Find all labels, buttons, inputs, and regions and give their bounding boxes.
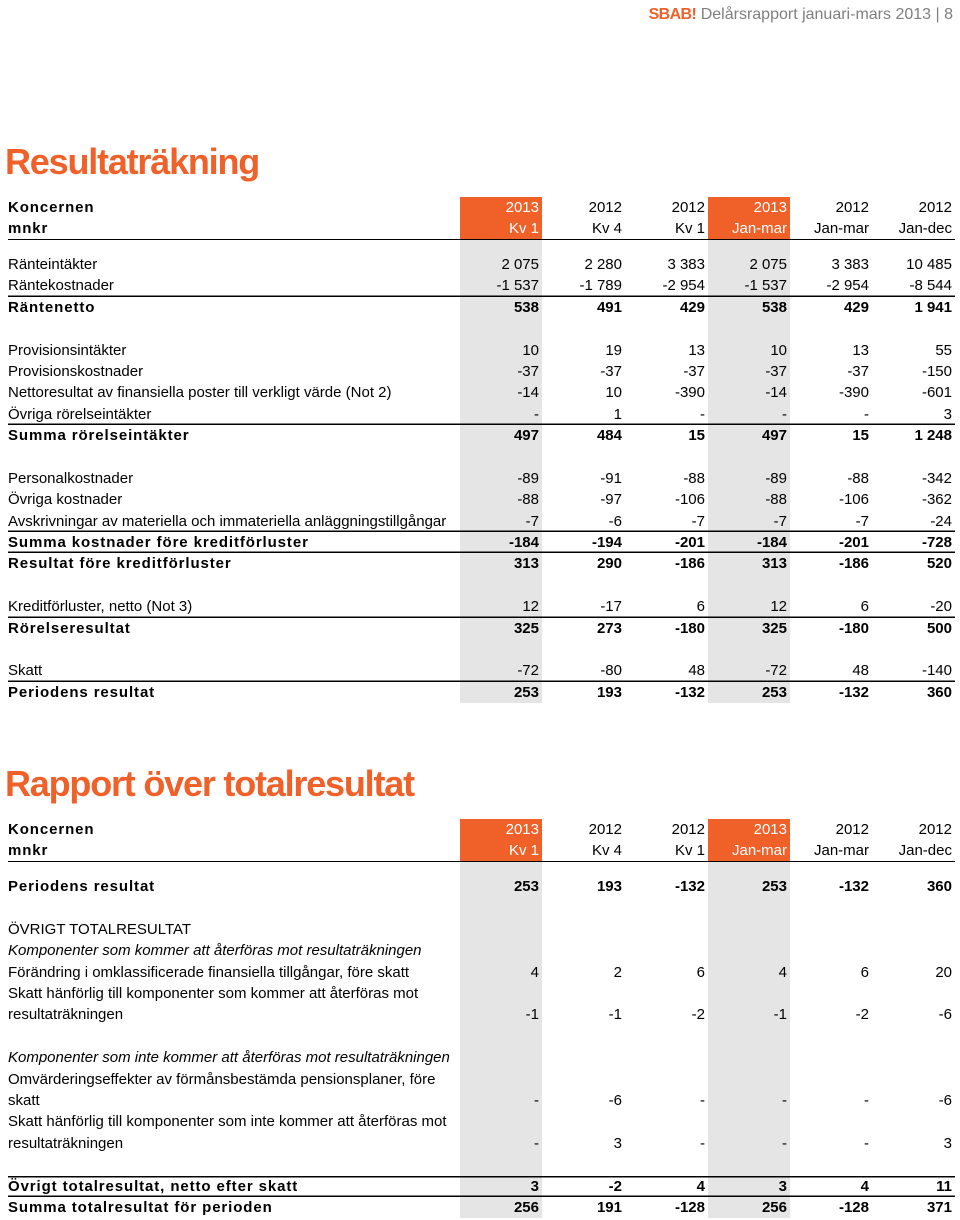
table-row [8, 511, 955, 532]
value-cell: 1 941 [914, 298, 952, 316]
table-body [8, 240, 955, 703]
value-cell: -80 [600, 662, 622, 680]
value-cell: -97 [600, 491, 622, 509]
row-label: Periodens resultat [8, 878, 156, 895]
table-row [8, 340, 955, 361]
value-cell: -7 [855, 512, 869, 530]
value-cell: -194 [591, 534, 622, 552]
value-cell: 4 [696, 1177, 705, 1195]
header-separator: | [935, 6, 940, 23]
column-year: 2012 [918, 821, 952, 838]
value-cell: -88 [847, 469, 869, 487]
table-row [8, 940, 955, 961]
row-label: Räntenetto [8, 298, 96, 316]
value-cell: 253 [513, 878, 539, 895]
row-label: Summa totalresultat för perioden [8, 1198, 273, 1216]
value-cell: -128 [674, 1198, 705, 1216]
row-label [8, 1069, 460, 1112]
value-cell: 538 [513, 298, 539, 316]
value-cell: -37 [683, 362, 705, 380]
column-period: Jan-mar [708, 218, 790, 239]
value-cell: 193 [596, 878, 622, 895]
value-cell: 500 [926, 619, 952, 637]
value-cell: 48 [852, 662, 869, 680]
value-cell: 2 [613, 963, 622, 981]
value-cell: -1 537 [496, 277, 539, 295]
value-cell: -17 [600, 598, 622, 616]
column-year: 2013 [460, 197, 542, 218]
value-cell: -390 [838, 384, 869, 402]
value-cell: -201 [674, 534, 705, 552]
value-cell: - [782, 1134, 787, 1152]
value-cell: 429 [679, 298, 705, 316]
table-row [8, 404, 955, 425]
highlight-band [460, 862, 542, 1218]
value-cell: - [864, 1134, 869, 1152]
value-cell: -180 [674, 619, 705, 637]
value-cell: -1 537 [744, 277, 787, 295]
value-cell: 48 [688, 662, 705, 680]
row-label: Periodens resultat [8, 683, 156, 701]
row-label: Avskrivningar av materiella och immateriella anläggningstillgångar [8, 512, 447, 530]
table-row [8, 660, 955, 681]
value-cell: 3 383 [667, 256, 705, 273]
row-label: Förändring i omklassificerade finansiella tillgångar, före skatt [8, 963, 410, 981]
table-row [8, 532, 955, 553]
value-cell: - [782, 1091, 787, 1109]
value-cell: -37 [517, 362, 539, 380]
column-year: 2013 [708, 819, 790, 840]
value-cell: -7 [773, 512, 787, 530]
value-cell: 253 [513, 683, 539, 701]
value-cell: 2 075 [749, 256, 787, 273]
value-cell: 325 [513, 619, 539, 637]
value-cell: 3 [943, 405, 952, 423]
value-cell: 11 [936, 1177, 952, 1195]
row-label: Ränteintäkter [8, 256, 98, 273]
value-cell: -1 [608, 1006, 622, 1024]
value-cell: 6 [696, 963, 705, 981]
row-label: Resultat före kreditförluster [8, 555, 232, 573]
value-cell: -6 [938, 1091, 952, 1109]
value-cell: 13 [852, 341, 869, 359]
table-row [8, 962, 955, 983]
column-period: Kv 4 [591, 842, 622, 859]
column-period: Kv 1 [674, 220, 705, 237]
value-cell: 3 [613, 1134, 622, 1152]
table-row [8, 1176, 955, 1197]
row-label: Övriga rörelseintäkter [8, 405, 152, 423]
row-label [8, 1111, 460, 1154]
value-cell: -132 [838, 878, 869, 895]
value-cell: - [700, 1091, 705, 1109]
column-period: Kv 1 [674, 842, 705, 859]
value-cell: -89 [517, 469, 539, 487]
value-cell: 325 [761, 619, 787, 637]
value-cell: 360 [926, 878, 952, 895]
row-label: Kreditförluster, netto (Not 3) [8, 598, 193, 616]
value-cell: -106 [838, 491, 869, 509]
report-title: Delårsrapport januari-mars 2013 [700, 6, 932, 23]
value-cell: -2 954 [662, 277, 705, 295]
value-cell: -601 [921, 384, 952, 402]
column-year: 2013 [460, 819, 542, 840]
value-cell: -728 [921, 534, 952, 552]
column-year: 2012 [671, 199, 705, 216]
value-cell: -72 [517, 662, 539, 680]
value-cell: -88 [517, 491, 539, 509]
value-cell: 497 [761, 427, 787, 445]
header-row [8, 197, 955, 218]
income-statement-title: Resultaträkning [5, 141, 260, 182]
row-label-line: Skatt hänförlig till komponenter som kommer att återföras mot [8, 984, 419, 1002]
header-row [8, 819, 955, 840]
value-cell: -180 [838, 619, 869, 637]
row-label: Nettoresultat av finansiella poster till verkligt värde (Not 2) [8, 384, 392, 402]
value-cell: 256 [761, 1198, 787, 1216]
value-cell: -91 [600, 469, 622, 487]
row-label: Rörelseresultat [8, 619, 131, 637]
value-cell: 1 248 [914, 427, 952, 445]
table-row [8, 596, 955, 617]
entity-label: Koncernen [8, 821, 95, 838]
table-row [8, 618, 955, 639]
value-cell: 12 [770, 598, 787, 616]
row-label: ÖVRIGT TOTALRESULTAT [8, 920, 192, 938]
value-cell: -150 [921, 362, 952, 380]
unit-label: mnkr [8, 842, 49, 859]
value-cell: 12 [522, 598, 539, 616]
value-cell: 1 [613, 405, 622, 423]
column-year: 2012 [918, 199, 952, 216]
column-year: 2012 [588, 199, 622, 216]
value-cell: 193 [596, 683, 622, 701]
row-label-line: Skatt hänförlig till komponenter som inte kommer att återföras mot [8, 1113, 447, 1131]
value-cell: -88 [683, 469, 705, 487]
value-cell: -184 [756, 534, 787, 552]
column-period: Jan-mar [708, 840, 790, 861]
value-cell: 10 [605, 384, 622, 402]
table-row [8, 361, 955, 382]
table-row [8, 1197, 955, 1218]
value-cell: 3 [778, 1177, 787, 1195]
table-row [8, 553, 955, 574]
value-cell: 4 [530, 963, 539, 981]
header-row [8, 840, 955, 861]
row-label: Summa kostnader före kreditförluster [8, 534, 309, 552]
table-row [8, 425, 955, 446]
row-label-line: resultaträkningen [8, 1006, 124, 1024]
row-label-line: skatt [8, 1091, 40, 1109]
value-cell: - [534, 1091, 539, 1109]
value-cell: -132 [838, 683, 869, 701]
value-cell: - [782, 405, 787, 423]
row-label [8, 983, 460, 1026]
value-cell: 360 [926, 683, 952, 701]
table-row [8, 1069, 955, 1112]
value-cell: -2 954 [826, 277, 869, 295]
value-cell: -88 [765, 491, 787, 509]
value-cell: 13 [688, 341, 705, 359]
value-cell: 4 [778, 963, 787, 981]
value-cell: 15 [852, 427, 869, 445]
value-cell: 6 [860, 963, 869, 981]
value-cell: -362 [921, 491, 952, 509]
row-label-line: Omvärderingseffekter av förmånsbestämda pensionsplaner, före [8, 1070, 436, 1088]
column-year: 2012 [671, 821, 705, 838]
value-cell: - [700, 1134, 705, 1152]
value-cell: 538 [761, 298, 787, 316]
value-cell: 6 [696, 598, 705, 616]
highlight-band [708, 862, 790, 1218]
header-row [8, 218, 955, 239]
table-row [8, 254, 955, 275]
value-cell: -186 [674, 555, 705, 573]
brand-logo-text: SBAB! [648, 6, 697, 23]
value-cell: 256 [513, 1198, 539, 1216]
value-cell: -186 [838, 555, 869, 573]
value-cell: -8 544 [909, 277, 952, 295]
value-cell: 371 [926, 1198, 952, 1216]
row-label: Övrigt totalresultat, netto efter skatt [8, 1177, 299, 1195]
value-cell: -128 [838, 1198, 869, 1216]
table-row [8, 919, 955, 940]
value-cell: -106 [674, 491, 705, 509]
comprehensive-income-title: Rapport över totalresultat [5, 763, 414, 804]
value-cell: -72 [765, 662, 787, 680]
value-cell: 15 [688, 427, 705, 445]
value-cell: -37 [600, 362, 622, 380]
value-cell: 10 [770, 341, 787, 359]
value-cell: -14 [765, 384, 787, 402]
value-cell: -1 [525, 1006, 539, 1024]
value-cell: 273 [596, 619, 622, 637]
value-cell: -2 [608, 1177, 622, 1195]
row-label: Räntekostnader [8, 277, 114, 295]
value-cell: 10 [522, 341, 539, 359]
column-year: 2012 [835, 821, 869, 838]
value-cell: -132 [674, 683, 705, 701]
value-cell: -1 789 [579, 277, 622, 295]
column-period: Jan-mar [813, 842, 869, 859]
row-label: Provisionsintäkter [8, 341, 127, 359]
row-label: Provisionskostnader [8, 362, 144, 380]
table-row [8, 468, 955, 489]
row-label: Komponenter som inte kommer att återföras mot resultaträkningen [8, 1049, 450, 1067]
value-cell: 20 [935, 963, 952, 981]
entity-label: Koncernen [8, 199, 95, 216]
table-row [8, 876, 955, 897]
table-row [8, 489, 955, 510]
income-statement-table [8, 197, 955, 703]
value-cell: 3 [530, 1177, 539, 1195]
value-cell: -14 [517, 384, 539, 402]
value-cell: 497 [513, 427, 539, 445]
value-cell: 2 075 [501, 256, 539, 273]
row-label-line: resultaträkningen [8, 1134, 124, 1152]
value-cell: 3 383 [831, 256, 869, 273]
value-cell: 3 [943, 1134, 952, 1152]
table-row [8, 682, 955, 703]
value-cell: -37 [847, 362, 869, 380]
table-row [8, 275, 955, 296]
value-cell: -6 [938, 1006, 952, 1024]
value-cell: 2 280 [584, 256, 622, 273]
value-cell: - [864, 1091, 869, 1109]
row-label: Komponenter som kommer att återföras mot resultaträkningen [8, 942, 422, 960]
value-cell: -7 [525, 512, 539, 530]
value-cell: -7 [691, 512, 705, 530]
row-label: Summa rörelseintäkter [8, 427, 190, 445]
value-cell: -6 [608, 1091, 622, 1109]
value-cell: -201 [838, 534, 869, 552]
value-cell: -140 [921, 662, 952, 680]
value-cell: -390 [674, 384, 705, 402]
value-cell: -6 [608, 512, 622, 530]
value-cell: 491 [596, 298, 622, 316]
value-cell: 313 [513, 555, 539, 573]
value-cell: 191 [596, 1198, 622, 1216]
column-year: 2013 [708, 197, 790, 218]
page-number: 8 [944, 6, 953, 23]
value-cell: 4 [860, 1177, 869, 1195]
value-cell: 55 [935, 341, 952, 359]
comprehensive-income-table [8, 819, 955, 1218]
value-cell: -89 [765, 469, 787, 487]
value-cell: 253 [761, 878, 787, 895]
value-cell: 19 [605, 341, 622, 359]
value-cell: -2 [855, 1006, 869, 1024]
value-cell: 253 [761, 683, 787, 701]
value-cell: -20 [930, 598, 952, 616]
unit-label: mnkr [8, 220, 49, 237]
table-header [8, 819, 955, 862]
page-header [649, 5, 953, 25]
value-cell: -1 [773, 1006, 787, 1024]
value-cell: -24 [930, 512, 952, 530]
column-period: Jan-dec [898, 220, 952, 237]
value-cell: 429 [843, 298, 869, 316]
table-row [8, 1111, 955, 1154]
column-period: Jan-mar [813, 220, 869, 237]
column-year: 2012 [588, 821, 622, 838]
column-period: Kv 1 [460, 840, 542, 861]
value-cell: -2 [691, 1006, 705, 1024]
value-cell: -37 [765, 362, 787, 380]
value-cell: - [534, 405, 539, 423]
value-cell: - [700, 405, 705, 423]
column-period: Jan-dec [898, 842, 952, 859]
table-row [8, 297, 955, 318]
value-cell: - [864, 405, 869, 423]
value-cell: 290 [596, 555, 622, 573]
table-row [8, 983, 955, 1026]
row-label: Personalkostnader [8, 469, 134, 487]
row-label: Övriga kostnader [8, 491, 123, 509]
column-year: 2012 [835, 199, 869, 216]
value-cell: -184 [508, 534, 539, 552]
value-cell: 313 [761, 555, 787, 573]
column-period: Kv 4 [591, 220, 622, 237]
table-header [8, 197, 955, 240]
value-cell: -342 [921, 469, 952, 487]
value-cell: 6 [860, 598, 869, 616]
value-cell: -132 [674, 878, 705, 895]
column-period: Kv 1 [460, 218, 542, 239]
table-row [8, 382, 955, 403]
row-label: Skatt [8, 662, 43, 680]
value-cell: 10 485 [906, 256, 952, 273]
value-cell: - [534, 1134, 539, 1152]
value-cell: 484 [596, 427, 622, 445]
table-row [8, 1047, 955, 1068]
value-cell: 520 [926, 555, 952, 573]
